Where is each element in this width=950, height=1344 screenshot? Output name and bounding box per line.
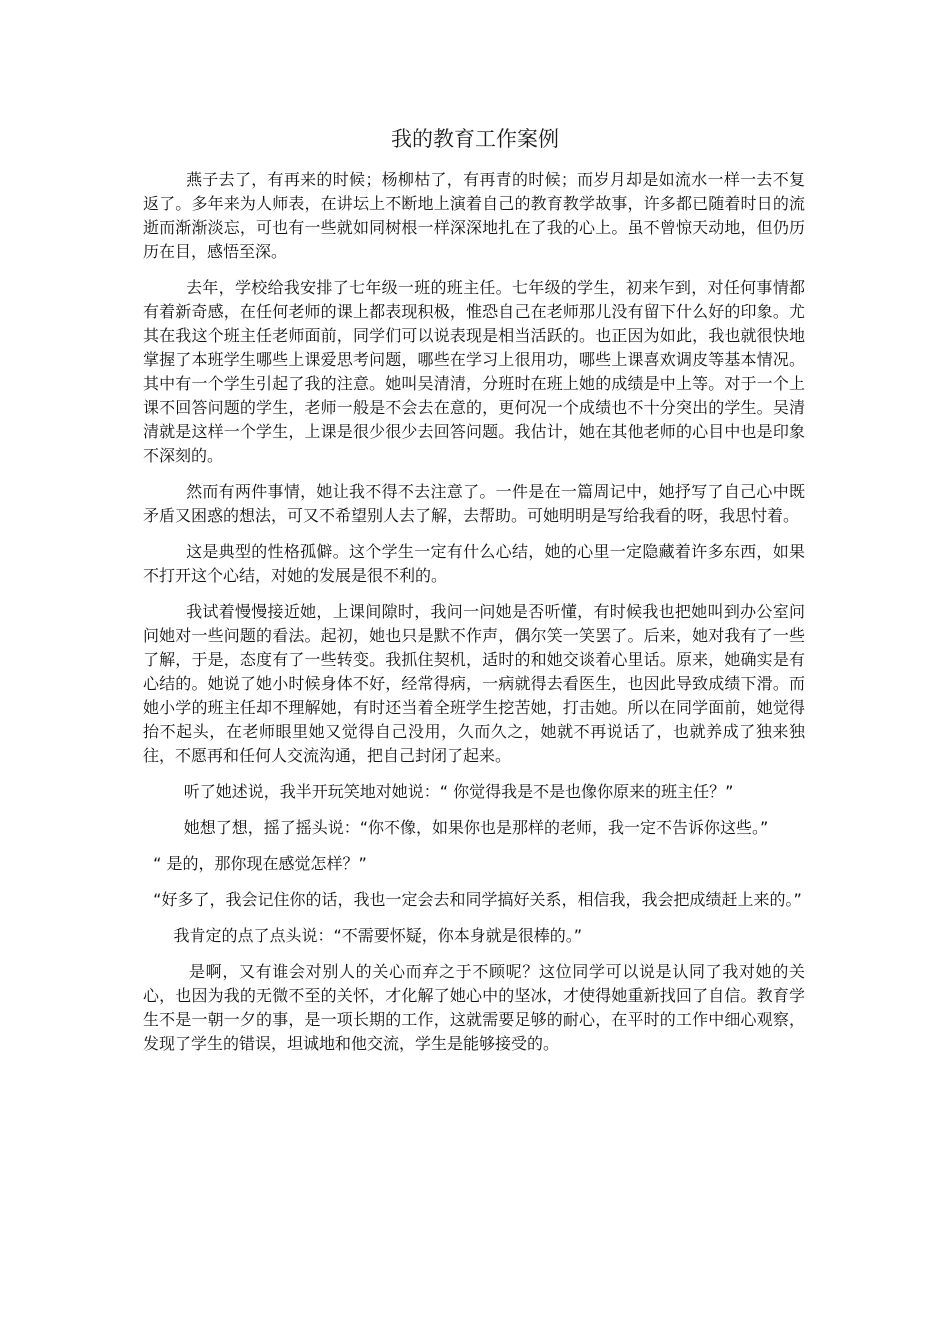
paragraph: 然而有两件事情，她让我不得不去注意了。一件是在一篇周记中，她抒写了自己心中既矛盾又困惑的想法，可又不希望别人去了解，去帮助。可她明明是写给我看的呀，我思忖着。 (143, 482, 805, 525)
paragraph: 听了她述说，我半开玩笑地对她说：“ 你觉得我是不是也像你原来的班主任？” (143, 782, 734, 801)
paragraph: 去年，学校给我安排了七年级一班的班主任。七年级的学生，初来乍到，对任何事情都有着新奇感，在任何老师的课上都表现积极，惟恐自己在老师那儿没有留下什么好的印象。尤其在我这个班主任老师面前，同学们可以说表现是相当活跃的。也正因为如此，我也就很快地掌握了本班学生哪些上课爱思考问题，哪些在学习上很用功，哪些上课喜欢调皮等基本情况。其中有一个学生引起了我的注意。她叫吴清清，分班时在班上她的成绩是中上等。对于一个上课不回答问题的学生，老师一般是不会去在意的，更何况一个成绩也不十分突出的学生。吴清清就是这样一个学生，上课是很少很少去回答问题。我估计，她在其他老师的心目中也是印象不深刻的。 (143, 278, 805, 465)
paragraph: 我试着慢慢接近她，上课间隙时，我问一问她是否听懂，有时候我也把她叫到办公室问问她对一些问题的看法。起初，她也只是默不作声，偶尔笑一笑罢了。后来，她对我有了一些了解，于是，态度有了一些转变。我抓住契机，适时的和她交谈着心里话。原来，她确实是有心结的。她说了她小时候身体不好，经常得病，一病就得去看医生，也因此导致成绩下滑。而她小学的班主任却不理解她，有时还当着全班学生挖苦她，打击她。所以在同学面前，她觉得抬不起头，在老师眼里她又觉得自己没用，久而久之，她就不再说话了，也就养成了独来独往，不愿再和任何人交流沟通，把自己封闭了起来。 (143, 602, 805, 765)
paragraph: 是啊，又有谁会对别人的关心而弃之于不顾呢？这位同学可以说是认同了我对她的关心，也因为我的无微不至的关怀，才化解了她心中的坚冰，才使得她重新找回了自信。教育学生不是一朝一夕的事，是一项长期的工作，这就需要足够的耐心，在平时的工作中细心观察，发现了学生的错误，坦诚地和他交流，学生是能够接受的。 (143, 962, 805, 1053)
paragraph: 她想了想，摇了摇头说：“你不像，如果你也是那样的老师，我一定不告诉你这些。” (143, 818, 769, 837)
paragraph: “ 是的，那你现在感觉怎样？” (143, 854, 367, 873)
paragraph: 我肯定的点了点头说：“不需要怀疑，你本身就是很棒的。” (143, 926, 583, 945)
paragraph: 燕子去了，有再来的时候；杨柳枯了，有再青的时候；而岁月却是如流水一样一去不复返了。多年来为人师表，在讲坛上不断地上演着自己的教育教学故事，许多都已随着时日的流逝而渐渐淡忘，可也有一些就如同树根一样深深地扎在了我的心上。虽不曾惊天动地，但仍历历在目，感悟至深。 (143, 170, 805, 261)
document-body (143, 168, 805, 1068)
document-title: 我的教育工作案例 (391, 127, 559, 151)
paragraph: 这是典型的性格孤僻。这个学生一定有什么心结，她的心里一定隐藏着许多东西，如果不打开这个心结，对她的发展是很不利的。 (143, 542, 805, 585)
paragraph: “好多了，我会记住你的话，我也一定会去和同学搞好关系，相信我，我会把成绩赶上来的。” (143, 890, 802, 909)
